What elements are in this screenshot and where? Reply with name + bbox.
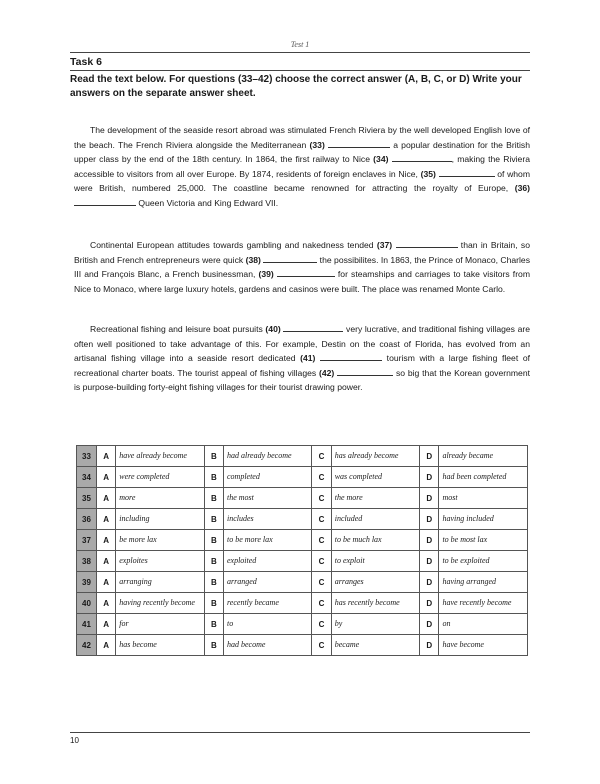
blank-number-38: (38) xyxy=(245,254,261,265)
option-a-text: exploites xyxy=(116,551,204,572)
table-row xyxy=(77,467,528,488)
answer-blank-35 xyxy=(439,168,495,177)
option-c-text: arranges xyxy=(331,572,419,593)
passage-paragraph-2 xyxy=(74,238,530,296)
passage-text: so big that the Korean government is purpose-building forty-eight fishing villages for their tourist drawing power. xyxy=(74,367,531,393)
answer-blank-37 xyxy=(396,239,458,248)
question-number: 41 xyxy=(77,614,97,635)
question-number: 40 xyxy=(77,593,97,614)
option-letter-d: D xyxy=(420,551,439,572)
option-letter-c: C xyxy=(312,530,331,551)
page-number: 10 xyxy=(70,736,79,745)
option-b-text: had already become xyxy=(223,446,311,467)
option-letter-a: A xyxy=(96,530,115,551)
header-divider xyxy=(70,52,530,53)
option-a-text: including xyxy=(116,509,204,530)
table-row xyxy=(77,530,528,551)
option-c-text: by xyxy=(331,614,419,635)
option-b-text: the most xyxy=(223,488,311,509)
table-row xyxy=(77,593,528,614)
blank-number-40: (40) xyxy=(265,324,281,334)
option-c-text: to be much lax xyxy=(331,530,419,551)
passage-text: than in Britain, so British and French entrepreneurs were quick xyxy=(74,240,530,265)
answer-options-table xyxy=(76,445,528,656)
option-letter-a: A xyxy=(96,593,115,614)
answer-blank-34 xyxy=(392,153,452,162)
option-letter-c: C xyxy=(312,509,331,530)
option-c-text: the more xyxy=(331,488,419,509)
option-letter-a: A xyxy=(96,446,115,467)
passage-text: tourism with a large fishing fleet of recreational charter boats. The tourist appeal of fishing villages xyxy=(74,353,530,378)
passage-text: very lucrative, and traditional fishing villages are often well positioned to take advantage of this. For example, Destin on the coast of Florida, has evolved from an artisanal fishing village into a seaside resort dedicated xyxy=(74,324,531,364)
option-letter-b: B xyxy=(204,530,223,551)
passage-paragraph-3 xyxy=(74,322,530,395)
passage-text: of whom were British, numbered 25,000. The coastline became renowned for attracting the royalty of Europe, xyxy=(74,168,530,194)
blank-number-42: (42) xyxy=(319,367,335,378)
passage-text: for steamships and carriages to take visitors from Nice to Monaco, where large luxury hotels, gardens and casinos were built. The place was renamed Monte Carlo. xyxy=(74,269,530,294)
option-letter-a: A xyxy=(96,509,115,530)
option-letter-c: C xyxy=(312,593,331,614)
option-a-text: having recently become xyxy=(116,593,204,614)
option-d-text: to be exploited xyxy=(439,551,528,572)
option-a-text: more xyxy=(116,488,204,509)
answer-blank-42 xyxy=(337,367,393,376)
passage-text: Continental European attitudes towards gambling and nakedness tended xyxy=(90,240,377,250)
option-letter-d: D xyxy=(420,530,439,551)
option-c-text: has already become xyxy=(331,446,419,467)
question-number: 37 xyxy=(77,530,97,551)
option-letter-b: B xyxy=(204,614,223,635)
option-letter-d: D xyxy=(420,446,439,467)
passage-text: , making the Riviera accessible to visitors from all over Europe. By 1874, residents of foreign enclaves in Nice, xyxy=(74,154,530,179)
option-letter-c: C xyxy=(312,635,331,656)
task-instructions: Read the text below. For questions (33–42) choose the correct answer (A, B, C, or D) Write your answers on the separate answer sheet. xyxy=(70,74,522,99)
task-divider xyxy=(70,70,530,71)
option-letter-b: B xyxy=(204,488,223,509)
option-letter-b: B xyxy=(204,635,223,656)
option-d-text: having included xyxy=(439,509,528,530)
option-letter-d: D xyxy=(420,509,439,530)
option-b-text: exploited xyxy=(223,551,311,572)
option-c-text: has recently become xyxy=(331,593,419,614)
option-b-text: includes xyxy=(223,509,311,530)
option-letter-d: D xyxy=(420,488,439,509)
passage-text: The development of the seaside resort abroad was stimulated French Riviera by the well developed English love of the beach. The French Riviera alongside the Mediterranean xyxy=(74,125,530,150)
option-letter-a: A xyxy=(96,635,115,656)
blank-number-37: (37) xyxy=(376,240,393,250)
option-d-text: had been completed xyxy=(439,467,528,488)
option-letter-a: A xyxy=(96,614,115,635)
option-letter-b: B xyxy=(204,593,223,614)
option-letter-c: C xyxy=(312,467,331,488)
option-letter-c: C xyxy=(312,488,331,509)
option-letter-a: A xyxy=(96,551,115,572)
option-a-text: arranging xyxy=(116,572,204,593)
option-d-text: to be most lax xyxy=(439,530,528,551)
option-letter-c: C xyxy=(312,446,331,467)
option-letter-a: A xyxy=(96,488,115,509)
table-row xyxy=(77,488,528,509)
option-a-text: be more lax xyxy=(116,530,204,551)
option-letter-a: A xyxy=(96,572,115,593)
option-b-text: had become xyxy=(223,635,311,656)
question-number: 38 xyxy=(77,551,97,572)
option-b-text: recently became xyxy=(223,593,311,614)
option-letter-d: D xyxy=(420,467,439,488)
option-b-text: to be more lax xyxy=(223,530,311,551)
blank-number-39: (39) xyxy=(258,269,274,280)
option-letter-b: B xyxy=(204,446,223,467)
option-d-text: have become xyxy=(439,635,528,656)
answer-blank-36 xyxy=(74,197,136,206)
option-d-text: on xyxy=(439,614,528,635)
option-c-text: was completed xyxy=(331,467,419,488)
blank-number-34: (34) xyxy=(373,154,389,165)
question-number: 33 xyxy=(77,446,97,467)
option-a-text: has become xyxy=(116,635,204,656)
table-row xyxy=(77,572,528,593)
answer-blank-33 xyxy=(328,139,390,148)
option-d-text: having arranged xyxy=(439,572,528,593)
blank-number-41: (41) xyxy=(300,353,316,364)
running-header: Test 1 xyxy=(290,40,310,49)
table-row xyxy=(77,551,528,572)
answer-blank-38 xyxy=(263,254,317,263)
passage-text: Queen Victoria and King Edward VII. xyxy=(136,197,279,208)
option-b-text: to xyxy=(223,614,311,635)
table-row xyxy=(77,614,528,635)
task-title: Task 6 xyxy=(70,56,102,68)
option-a-text: have already become xyxy=(116,446,204,467)
table-row xyxy=(77,635,528,656)
passage-paragraph-1 xyxy=(74,123,530,211)
footer-divider xyxy=(70,732,530,733)
question-number: 42 xyxy=(77,635,97,656)
option-a-text: for xyxy=(116,614,204,635)
option-b-text: arranged xyxy=(223,572,311,593)
question-number: 39 xyxy=(77,572,97,593)
option-letter-d: D xyxy=(420,614,439,635)
option-letter-b: B xyxy=(204,551,223,572)
blank-number-35: (35) xyxy=(420,168,436,179)
option-c-text: became xyxy=(331,635,419,656)
option-letter-d: D xyxy=(420,635,439,656)
passage-text: Recreational fishing and leisure boat pursuits xyxy=(90,324,266,334)
option-letter-c: C xyxy=(312,614,331,635)
table-row xyxy=(77,509,528,530)
answer-blank-39 xyxy=(277,268,335,277)
option-d-text: already became xyxy=(439,446,528,467)
option-letter-d: D xyxy=(420,593,439,614)
question-number: 35 xyxy=(77,488,97,509)
option-letter-b: B xyxy=(204,572,223,593)
option-d-text: most xyxy=(439,488,528,509)
blank-number-33: (33) xyxy=(309,139,325,150)
table-row xyxy=(77,446,528,467)
option-letter-b: B xyxy=(204,509,223,530)
option-letter-b: B xyxy=(204,467,223,488)
passage-text: the possibilites. In 1863, the Prince of Monaco, Charles III and François Blanc, a French businessman, xyxy=(74,254,530,280)
question-number: 36 xyxy=(77,509,97,530)
option-a-text: were completed xyxy=(116,467,204,488)
answer-blank-41 xyxy=(320,352,382,361)
option-letter-d: D xyxy=(420,572,439,593)
option-b-text: completed xyxy=(223,467,311,488)
option-d-text: have recently become xyxy=(439,593,528,614)
option-c-text: included xyxy=(331,509,419,530)
blank-number-36: (36) xyxy=(514,183,530,194)
passage-text: a popular destination for the British upper class by the end of the 18th century. In 1864, the first railway to Nice xyxy=(74,139,530,165)
answer-blank-40 xyxy=(283,323,343,332)
question-number: 34 xyxy=(77,467,97,488)
option-letter-a: A xyxy=(96,467,115,488)
option-letter-c: C xyxy=(312,572,331,593)
option-c-text: to exploit xyxy=(331,551,419,572)
option-letter-c: C xyxy=(312,551,331,572)
